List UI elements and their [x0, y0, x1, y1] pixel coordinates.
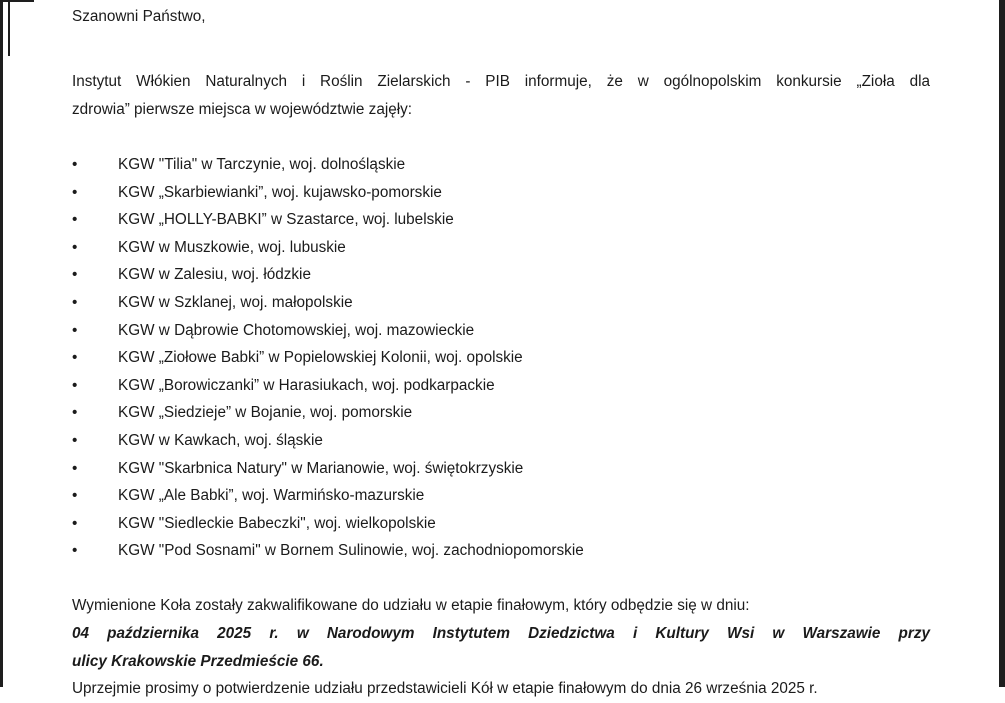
qualification-line: Wymienione Koła zostały zakwalifikowane do udziału w etapie finałowym, który odbędzie się w dniu:: [72, 597, 750, 615]
winner-list-item: [72, 261, 930, 289]
bullet-icon: •: [72, 514, 78, 532]
winner-text: KGW "Pod Sosnami" w Bornem Sulinowie, woj. zachodniopomorskie: [118, 542, 584, 560]
winner-text: KGW w Dąbrowie Chotomowskiej, woj. mazowieckie: [118, 321, 475, 339]
winner-text: KGW "Tilia" w Tarczynie, woj. dolnośląskie: [118, 155, 406, 173]
bullet-icon: •: [72, 293, 78, 311]
bullet-icon: •: [72, 487, 78, 505]
bullet-icon: •: [72, 542, 78, 560]
winner-list-item: [72, 289, 930, 317]
winner-list-item: [72, 234, 930, 262]
top-left-corner-mark-vertical: [8, 0, 10, 56]
winner-text: KGW w Muszkowie, woj. lubuskie: [118, 238, 346, 256]
winner-text: KGW w Kawkach, woj. śląskie: [118, 431, 323, 449]
bullet-icon: •: [72, 349, 78, 367]
winner-text: KGW „Siedzieje” w Bojanie, woj. pomorskie: [118, 404, 413, 422]
winner-list-item: [72, 179, 930, 207]
bullet-icon: •: [72, 266, 78, 284]
winner-list-item: [72, 151, 930, 179]
winner-text: KGW „Ale Babki”, woj. Warmińsko-mazurskie: [118, 487, 425, 505]
winner-list-item: [72, 344, 930, 372]
top-left-corner-mark-horizontal: [0, 0, 34, 2]
bullet-icon: •: [72, 431, 78, 449]
intro-line-2: zdrowia” pierwsze miejsca w województwie zajęły:: [72, 100, 413, 118]
winner-text: KGW „Borowiczanki” w Harasiukach, woj. podkarpackie: [118, 376, 495, 394]
winner-list-item: [72, 427, 930, 455]
event-details-line-2: ulicy Krakowskie Przedmieście 66.: [72, 652, 324, 670]
salutation: Szanowni Państwo,: [72, 8, 206, 25]
bullet-icon: •: [72, 459, 78, 477]
bullet-icon: •: [72, 238, 78, 256]
intro-paragraph: [72, 68, 930, 123]
winner-text: KGW „HOLLY-BABKI” w Szastarce, woj. lubelskie: [118, 211, 454, 229]
winner-text: KGW „Ziołowe Babki” w Popielowskiej Kolonii, woj. opolskie: [118, 349, 523, 367]
winner-text: KGW „Skarbiewianki”, woj. kujawsko-pomorskie: [118, 183, 442, 201]
winner-list-item: [72, 482, 930, 510]
winner-text: KGW "Siedleckie Babeczki", woj. wielkopolskie: [118, 514, 436, 532]
winner-list-item: [72, 372, 930, 400]
bullet-icon: •: [72, 211, 78, 229]
winner-list-item: [72, 537, 930, 565]
winner-text: KGW w Zalesiu, woj. łódzkie: [118, 266, 311, 284]
winner-list-item: [72, 317, 930, 345]
winner-text: KGW "Skarbnica Natury" w Marianowie, woj. świętokrzyskie: [118, 459, 524, 477]
winner-list-item: [72, 510, 930, 538]
intro-line-1: Instytut Włókien Naturalnych i Roślin Zielarskich - PIB informuje, że w ogólnopolskim konkursie „Zioła dla: [72, 73, 930, 91]
event-details-line-1: 04 października 2025 r. w Narodowym Instytutem Dziedzictwa i Kultury Wsi w Warszawie przy: [72, 625, 930, 643]
winner-list-item: [72, 399, 930, 427]
bullet-icon: •: [72, 183, 78, 201]
truncated-bottom-line: Uprzejmie prosimy o potwierdzenie udziału przedstawicieli Kół w etapie finałowym do dnia 26 września 2025 r.: [72, 680, 818, 698]
bullet-icon: •: [72, 155, 78, 173]
bullet-icon: •: [72, 376, 78, 394]
winner-list: [72, 151, 930, 565]
winner-text: KGW w Szklanej, woj. małopolskie: [118, 293, 353, 311]
winner-list-item: [72, 455, 930, 483]
page-left-edge: [0, 0, 3, 687]
page-right-edge: [999, 0, 1005, 687]
qualification-paragraph: [72, 592, 930, 702]
bullet-icon: •: [72, 404, 78, 422]
winner-list-item: [72, 206, 930, 234]
bullet-icon: •: [72, 321, 78, 339]
